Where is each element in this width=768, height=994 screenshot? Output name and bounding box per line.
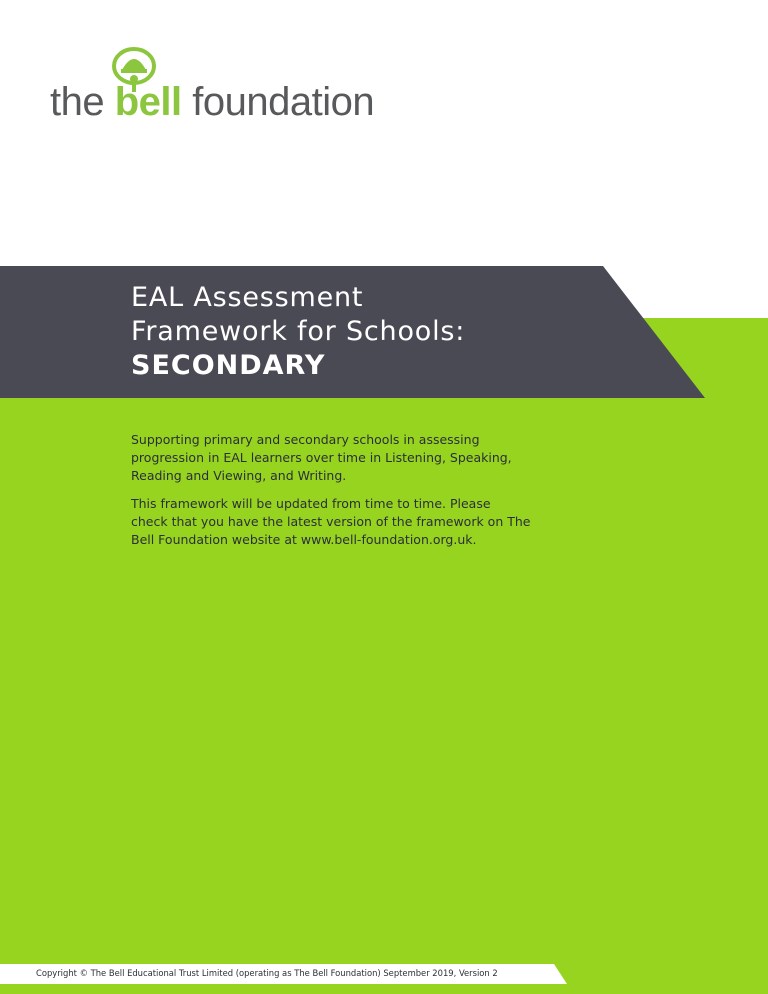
intro-paragraph-1: Supporting primary and secondary schools in assessing progression in EAL learners over time in Listening, Speaking, Reading and Viewing, and Writing. <box>131 432 512 483</box>
copyright-notice: Copyright © The Bell Educational Trust Limited (operating as The Bell Foundation) September 2019, Version 2 <box>36 968 498 978</box>
document-title <box>131 281 651 383</box>
logo-word-bell: bell <box>114 80 182 124</box>
intro-paragraph-2: This framework will be updated from time to time. Please check that you have the latest version of the framework on The Bell Foundation website at www.bell-foundation.org.uk. <box>131 496 531 547</box>
logo-wordmark <box>50 80 374 124</box>
title-line-secondary: SECONDARY <box>131 350 326 381</box>
title-line-1: EAL Assessment <box>131 282 364 313</box>
logo-word-foundation: foundation <box>181 80 375 124</box>
logo-word-the: the <box>50 80 115 124</box>
title-line-2: Framework for Schools: <box>131 316 466 347</box>
bell-foundation-logo <box>50 46 375 126</box>
intro-text <box>131 431 531 559</box>
green-cover-panel <box>0 318 768 994</box>
